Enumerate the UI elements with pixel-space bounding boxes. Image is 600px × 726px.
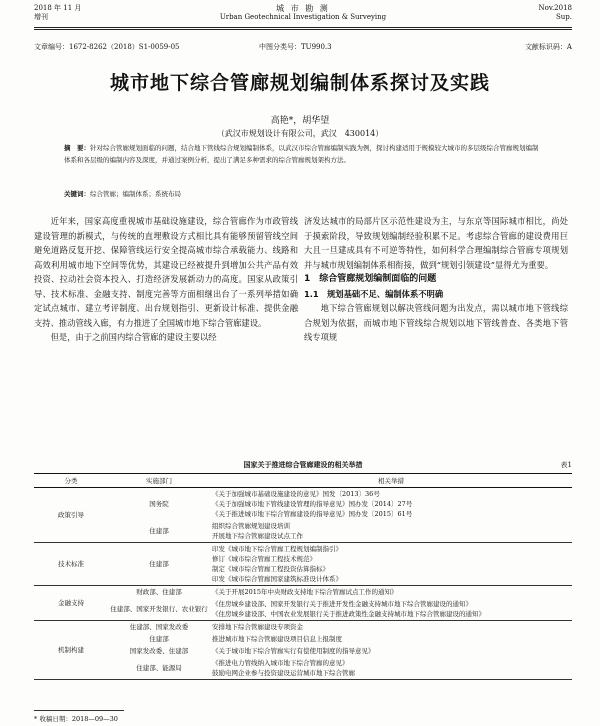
measure-item: 《关于城市地下综合管廊实行有偿使用制度的指导意见》 <box>212 647 375 655</box>
clc-number: 中图分类号：TU990.3 <box>259 43 332 51</box>
measure-item: 《住房城乡建设部、中国农业发展银行关于推进政策性金融支持城市地下综合管廊建设的通知》 <box>212 610 485 618</box>
department-cell: 住建部 <box>108 543 210 586</box>
department-cell: 国务院 <box>149 500 169 508</box>
table-row <box>34 645 572 657</box>
paragraph: 地下综合管廊规划以解决管线问题为出发点，需以城市地下管线综合规划为依据，而城市地下管线综合规划以地下管线普查、各类地下管线专项规 <box>304 303 568 342</box>
department-cell: 住建部 <box>149 635 169 643</box>
running-header <box>34 4 572 26</box>
abstract-text: 针对综合管廊规划面临的问题，结合地下管线综合规划编制体系，以武汉市综合管廊编制实践为例，探讨构建适用于规模较大城市的多层级综合管廊规划编制体系和各层级的编制内容及深度，并通过案例分析，提出了满足多种需求的综合管廊规划架构方法。 <box>64 144 539 164</box>
measures-cell <box>210 633 572 645</box>
abstract-label: 摘 要： <box>64 144 90 152</box>
measure-item: 印发《城市综合管廊国家建筑标准设计体系》 <box>212 575 342 583</box>
table-number: 表1 <box>560 461 572 469</box>
department-cell: 住建部、能源局 <box>108 657 210 680</box>
measures-cell <box>210 543 572 586</box>
keywords-label: 关键词： <box>64 190 90 198</box>
measure-item: 组织综合管廊规划建设培训 <box>212 522 290 530</box>
measure-item: 开展地下综合管廊建设试点工作 <box>212 532 303 540</box>
department-cell: 住建部、国家发改委 <box>129 623 189 631</box>
col-header-department: 实施部门 <box>108 474 210 488</box>
measure-item: 鼓励电网企业参与投资建设运营城市地下综合管廊 <box>212 669 355 677</box>
col-header-measures: 相关举措 <box>210 474 572 488</box>
body-left-column <box>34 214 298 345</box>
table-header-row <box>34 474 572 488</box>
table-body <box>34 488 572 680</box>
keywords-text: 综合管廊；编制体系；系统布局 <box>90 190 181 198</box>
article-meta <box>34 42 572 54</box>
measure-item: 《关于加强城市地下管线建设管理的指导意见》国办发〔2014〕27号 <box>212 500 413 508</box>
affiliation: （武汉市规划设计有限公司，武汉 430014） <box>216 129 384 138</box>
journal-name: 城 市 勘 测 Urban Geotechnical Investigation & Surveying <box>219 4 387 21</box>
category-cell: 技术标准 <box>34 543 108 586</box>
col-header-category: 分类 <box>34 474 108 488</box>
authors: 高艳*，胡华望 <box>270 116 330 126</box>
measure-item: 推进城市地下综合管廊建设项目信息上报制度 <box>212 635 342 643</box>
footnote-rule <box>34 710 124 711</box>
paper-title: 城市地下综合管廊规划编制体系探讨及实践 <box>109 72 490 94</box>
measure-item: 制定《城市综合管廊工程投资估算指标》 <box>212 565 329 573</box>
table-row <box>34 520 572 543</box>
table-row <box>34 543 572 586</box>
abstract <box>64 143 544 166</box>
header-date: 2018 年 11 月 增刊 <box>34 4 82 21</box>
department-cell: 财政部、住建部 <box>136 588 182 596</box>
measures-cell <box>210 598 572 621</box>
section-heading: 1 综合管廊规划编制面临的问题 <box>304 274 437 284</box>
measure-item: 《推进电力管线纳入城市地下综合管廊的意见》 <box>212 659 349 667</box>
category-cell: 机制构建 <box>34 621 108 680</box>
paragraph: 近年来，国家高度重视城市基础设施建设，综合管廊作为市政管线建设管理的新模式，与传统的直埋敷设方式相比具有能够预留管线空间避免道路反复开挖、保障管线运行安全提高城市综合承载能力、线路和高效利用城市地下空间等优势，其建设已经被提升到增加公共产品有效投资、拉动社会资本投入、打造经济发展新动力的高度。国家从政策引导、技术标准、金融支持、制度完善等方面相继出台了一系列举措如确定试点城市、建立考评制度、出台规划指引、更新设计标准、提供金融支持、推动管线入廊，有力推进了全国城市地下综合管廊建设。 <box>34 216 298 328</box>
header-issue: Nov.2018 Sup. <box>538 4 572 21</box>
paragraph: 但是，由于之前国内综合管廊的建设主要以经 <box>50 332 217 342</box>
measures-cell <box>210 621 572 634</box>
measures-cell <box>210 488 572 521</box>
table-row <box>34 633 572 645</box>
department-cell: 住建部、国家开发银行、农业银行 <box>108 598 210 621</box>
measure-item: 《住房城乡建设部、国家开发银行关于推进开发性金融支持城市地下综合管廊建设的通知》 <box>212 600 472 608</box>
keywords <box>64 189 544 198</box>
body-right-column <box>304 214 568 345</box>
table-row <box>34 488 572 521</box>
table-row <box>34 621 572 634</box>
table-title: 国家关于推进综合管廊建设的相关举措 <box>243 460 363 469</box>
measure-item: 安排地下综合管廊建设专项资金 <box>212 623 303 631</box>
header-rule-2 <box>34 29 572 30</box>
measure-item: 《关于推进城市地下综合管廊建设的指导意见》国办发〔2015〕61号 <box>212 510 413 518</box>
table-row <box>34 598 572 621</box>
paragraph: 济发达城市的局部片区示范性建设为主，与东京等国际城市相比，尚处于摸索阶段，导致规划编制经验积累不足。考虑综合管廊的建设费用巨大且一旦建成具有不可逆等特性，如何科学合理编制综合管廊专项规划并与城市规划编制体系相衔接，做到“规划引领建设”显得尤为重要。 <box>304 216 568 270</box>
measures-cell <box>210 586 572 599</box>
measures-table <box>34 473 572 680</box>
measure-item: 修订《城市综合管廊工程技术规范》 <box>212 555 316 563</box>
measures-cell <box>210 657 572 680</box>
table-row <box>34 657 572 680</box>
subsection-heading: 1.1 规划基础不足、编制体系不明确 <box>304 288 444 299</box>
measure-item: 印发《城市地下综合管廊工程规划编制指引》 <box>212 545 342 553</box>
measure-item: 《关于加强城市基础设施建设的意见》国发〔2013〕36号 <box>212 490 380 498</box>
article-number: 文章编号：1672-8262（2018）S1-0059-05 <box>34 43 180 51</box>
measure-item: 《关于开展2015年中央财政支持地下综合管廊试点工作的通知》 <box>212 588 398 596</box>
category-cell: 金融支持 <box>34 586 108 621</box>
measures-cell <box>210 645 572 657</box>
document-code: 文献标识码：A <box>524 43 572 51</box>
category-cell: 政策引导 <box>34 488 108 543</box>
measures-cell <box>210 520 572 543</box>
header-rule <box>34 27 572 28</box>
table-row <box>34 586 572 599</box>
department-cell: 住建部 <box>108 520 210 543</box>
department-cell: 国家发改委、住建部 <box>129 647 189 655</box>
footnote: * 收稿日期：2018—09—30 <box>34 715 118 723</box>
